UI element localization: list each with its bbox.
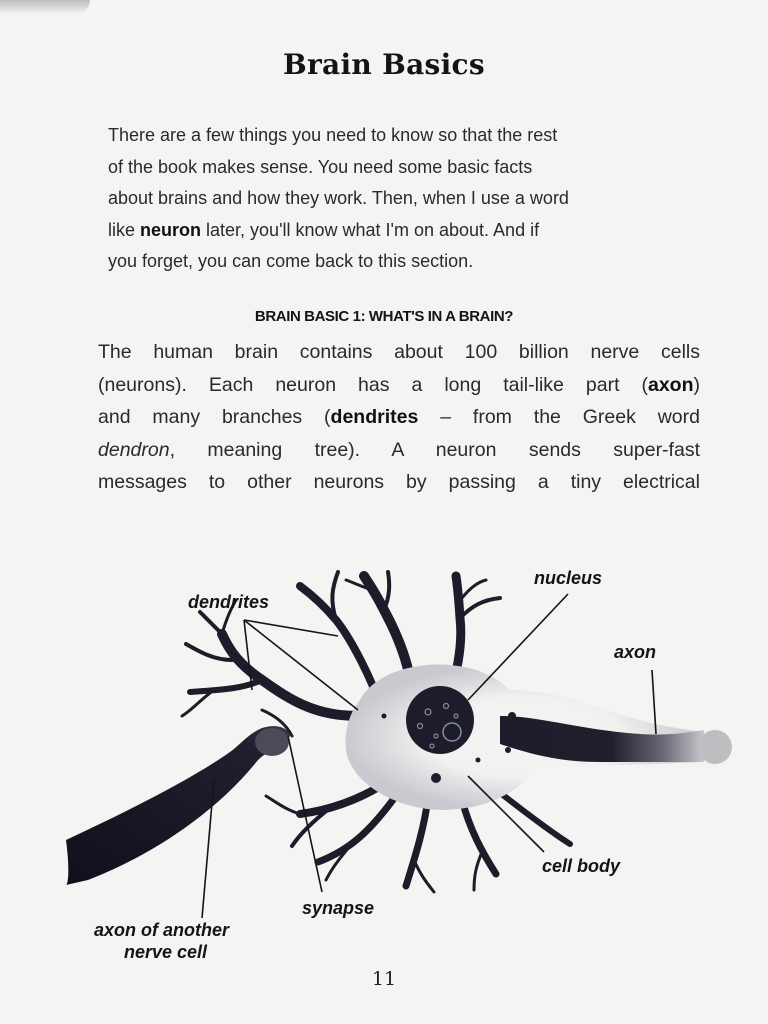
text-run: like: [108, 219, 141, 240]
text-run: (neurons). Each neuron has a long tail-like part (: [98, 373, 648, 396]
intro-line: There are a few things you need to know so that the rest: [108, 125, 558, 145]
term-neuron: neuron: [140, 219, 202, 240]
text-run: ): [693, 373, 700, 396]
term-dendrites: dendrites: [330, 406, 419, 428]
term-axon: axon: [647, 373, 694, 396]
page-title: Brain Basics: [283, 48, 485, 81]
section-heading: BRAIN BASIC 1: WHAT'S IN A BRAIN?: [254, 308, 514, 325]
body-line: [98, 434, 700, 467]
body-line: [98, 401, 700, 434]
label-synapse: synapse: [302, 898, 375, 918]
nucleus: [406, 686, 474, 754]
label-nucleus: nucleus: [534, 568, 603, 588]
other-nerve-cell-axon: [66, 726, 290, 885]
neuron-diagram: [0, 540, 768, 960]
page-number: 11: [371, 968, 397, 990]
term-dendron: dendron: [98, 438, 170, 461]
intro-line: [108, 215, 700, 247]
body-line: messages to other neurons by passing a tiny electrical: [98, 471, 700, 493]
text-run: – from the Greek word: [418, 406, 700, 428]
label-cell-body: cell body: [542, 856, 621, 876]
label-other-axon-line2: nerve cell: [124, 942, 208, 960]
label-dendrites: dendrites: [188, 592, 270, 612]
page-corner-shadow: [0, 0, 90, 14]
text-run: and many branches (: [98, 406, 331, 428]
intro-line: of the book makes sense. You need some basic facts: [108, 156, 533, 177]
intro-paragraph: [108, 120, 700, 278]
dendrites-pointer: [244, 620, 338, 636]
intro-line: you forget, you can come back to this section.: [108, 251, 474, 271]
label-other-axon-line1: axon of another: [94, 920, 230, 940]
intro-line: about brains and how they work. Then, when I use a word: [108, 188, 569, 208]
dendrites-pointer: [244, 620, 252, 690]
text-run: later, you'll know what I'm on about. And if: [201, 219, 540, 240]
body-line: The human brain contains about 100 billion nerve cells: [98, 341, 700, 363]
body-line: [98, 369, 700, 402]
label-axon: axon: [614, 642, 657, 662]
nucleus-pointer: [468, 594, 568, 700]
section-paragraph: [98, 336, 700, 499]
text-run: , meaning tree). A neuron sends super-fast: [169, 438, 700, 461]
